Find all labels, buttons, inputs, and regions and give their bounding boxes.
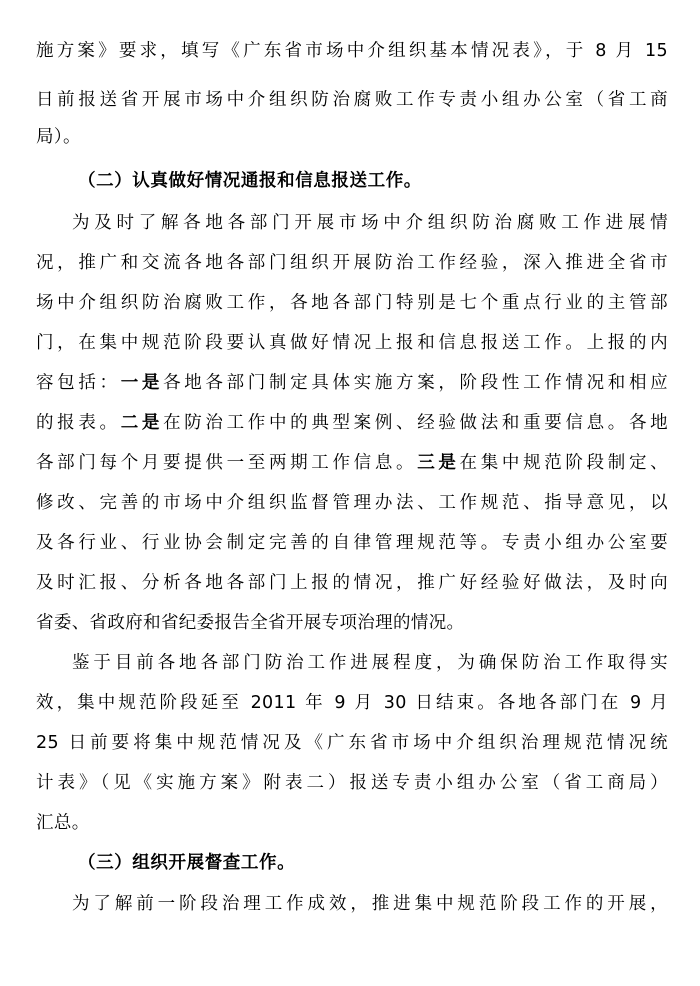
text-line: 局）。 [36, 127, 81, 147]
text-line [36, 372, 668, 394]
text-line: 为了解前一阶段治理工作成效，推进集中规范阶段工作的开展， [72, 894, 668, 914]
text-line: 施方案》要求，填写《广东省市场中介组织基本情况表》，于 8 月 15 [36, 41, 668, 61]
text-line: 计表》（见《实施方案》附表二）报送专责小组办公室（省工商局） [36, 773, 668, 793]
section-heading-3: （三）组织开展督查工作。 [78, 853, 296, 873]
text-segment: 各部门每个月要提供一至两期工作信息。 [36, 453, 418, 473]
text-line: 及各行业、行业协会制定完善的自律管理规范等。专责小组办公室要 [36, 533, 668, 553]
text-segment: 在防治工作中的典型案例、经验做法和重要信息。各地 [163, 413, 668, 433]
text-segment: 在集中规范阶段制定、 [459, 453, 668, 473]
text-line: 门，在集中规范阶段要认真做好情况上报和信息报送工作。上报的内 [36, 333, 668, 353]
text-line [36, 452, 668, 474]
text-line: 况，推广和交流各地各部门组织开展防治工作经验，深入推进全省市 [36, 253, 668, 273]
text-line: 日前报送省开展市场中介组织防治腐败工作专责小组办公室（省工商 [36, 90, 668, 110]
text-line: 25 日前要将集中规范情况及《广东省市场中介组织治理规范情况统 [36, 733, 668, 753]
text-line: 为及时了解各地各部门开展市场中介组织防治腐败工作进展情 [72, 213, 668, 233]
text-line: 省委、省政府和省纪委报告全省开展专项治理的情况。 [36, 613, 465, 633]
text-segment: 各地各部门制定具体实施方案，阶段性工作情况和相应 [163, 373, 668, 393]
text-line: 鉴于目前各地各部门防治工作进展程度，为确保防治工作取得实 [72, 653, 668, 673]
text-line: 场中介组织防治腐败工作，各地各部门特别是七个重点行业的主管部 [36, 293, 668, 313]
emphasis-text: 二是 [120, 413, 164, 433]
emphasis-text: 一是 [120, 373, 164, 393]
section-heading-2: （二）认真做好情况通报和信息报送工作。 [78, 171, 422, 191]
text-line: 修改、完善的市场中介组织监督管理办法、工作规范、指导意见，以 [36, 493, 668, 513]
text-line [36, 412, 668, 434]
text-line: 效，集中规范阶段延至 2011 年 9 月 30 日结束。各地各部门在 9 月 [36, 693, 668, 713]
text-segment: 的报表。 [36, 413, 121, 433]
text-line: 汇总。 [36, 813, 90, 833]
text-segment: 容包括： [36, 373, 121, 393]
text-line: 及时汇报、分析各地各部门上报的情况，推广好经验好做法，及时向 [36, 573, 668, 593]
emphasis-text: 三是 [417, 453, 460, 473]
